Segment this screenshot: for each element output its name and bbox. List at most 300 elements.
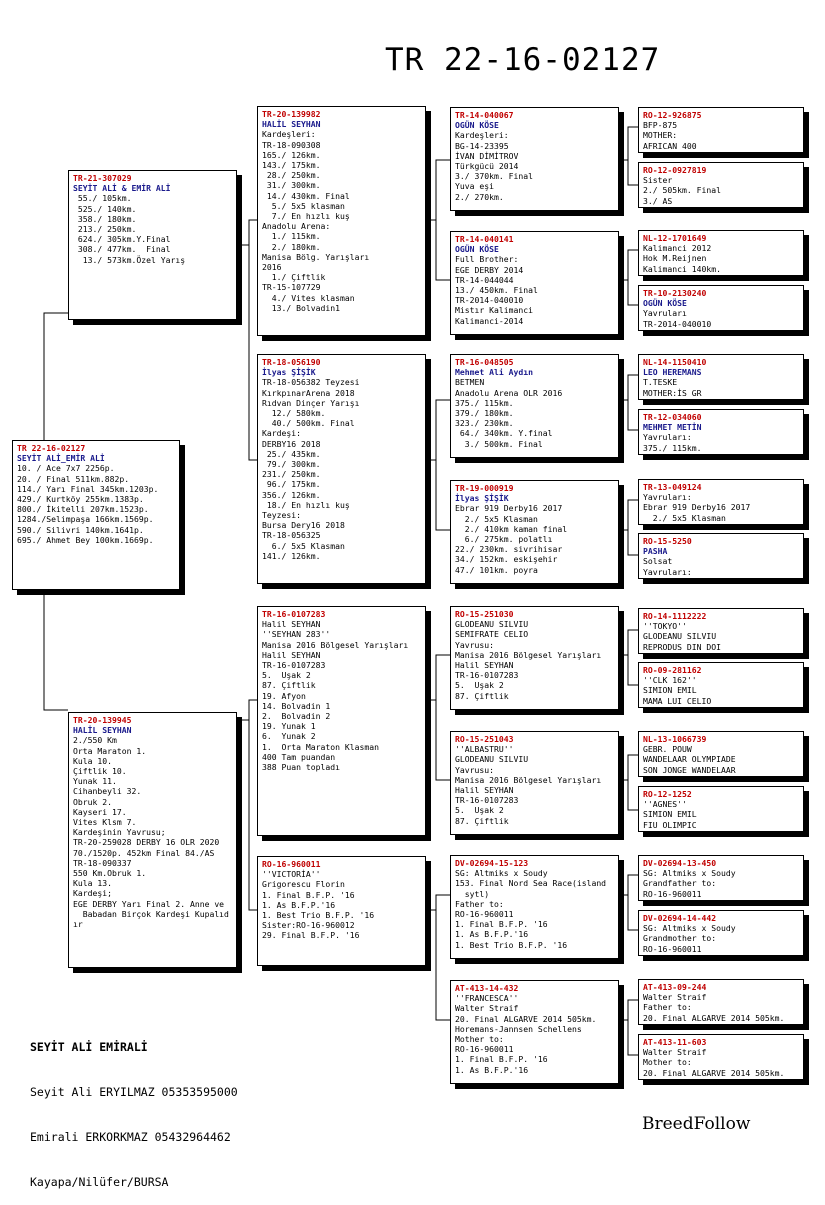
info-line: 388 Puan topladı — [262, 762, 340, 773]
info-line: GEBR. POUW — [643, 744, 692, 755]
ring-number: RO-16-960011 — [262, 859, 321, 869]
info-line: 1. Orta Maraton Klasman — [262, 741, 379, 752]
ring-number: RO-12-0927819 — [643, 165, 707, 175]
connector-g-13 — [619, 875, 638, 895]
info-line: 1. Best Trio B.F.P. '16 — [262, 910, 375, 921]
owner-contact-1: Seyit Ali ERYILMAZ 05353595000 — [30, 1085, 238, 1099]
ring-number: AT-413-14-432 — [455, 983, 519, 993]
ring-number: TR-10-2130240 — [643, 288, 707, 298]
info-line: 590./ Silivri 140km.1641p. — [17, 524, 144, 535]
info-line: GLODEANU SILVIU — [643, 631, 717, 642]
info-line: TR-16-0107283 — [455, 795, 519, 806]
breeder-name: İlyas ŞİŞİK — [262, 367, 316, 378]
info-line: 624./ 305km.Y.Final — [73, 234, 171, 245]
ring-number: TR-14-040141 — [455, 234, 514, 244]
info-line: 5. Uşak 2 — [455, 680, 504, 691]
info-line: 25./ 435km. — [262, 448, 321, 459]
ring-number: TR-16-048505 — [455, 357, 514, 367]
info-line: 1./ Çiftlik — [262, 272, 326, 283]
breeder-name: HALİL SEYHAN — [262, 119, 321, 130]
info-line: MAMA LUI CELIO — [643, 695, 712, 706]
info-line: Kardeşinin Yavrusu; — [73, 827, 166, 838]
info-line: GLODEANU SILVIU — [455, 619, 529, 630]
info-line: 18./ En hızlı kuş — [262, 499, 350, 510]
info-line: 29. Final B.F.P. '16 — [262, 930, 360, 941]
info-line: Vites Klsm 7. — [73, 817, 137, 828]
info-line: 2./ 410km kaman final — [455, 523, 568, 534]
info-line: BETMEN — [455, 377, 485, 388]
info-line: 3./ 370km. Final — [455, 171, 533, 182]
breeder-name: HALİL SEYHAN — [73, 725, 132, 736]
info-line: 12./ 580km. — [262, 408, 326, 419]
info-line: 356./ 126km. — [262, 489, 321, 500]
info-line: 6. Yunak 2 — [262, 731, 316, 742]
pedigree-box-subject — [12, 440, 180, 590]
info-line: FIU OLIMPIC — [643, 819, 697, 830]
connector-dam-ds — [237, 700, 257, 720]
info-line: TR-15-107729 — [262, 282, 321, 293]
breeder-name: İlyas ŞİŞİK — [455, 493, 509, 504]
connector-ss — [426, 160, 450, 220]
info-line: 13./ 450km. Final — [455, 285, 538, 296]
pedigree-box-ggp-6 — [450, 731, 619, 835]
info-line: 70./1520p. 452km Final 84./AS — [73, 847, 215, 858]
pedigree-box-sire — [68, 170, 237, 320]
ring-number: RO-12-1252 — [643, 789, 692, 799]
info-line: Solsat — [643, 556, 673, 567]
info-line: Kula 10. — [73, 755, 112, 766]
ring-number: DV-02694-14-442 — [643, 913, 717, 923]
info-line: TR-20-259028 DERBY 16 OLR 2020 — [73, 837, 220, 848]
info-line: Kalimanci-2014 — [455, 315, 524, 326]
info-line: TR-18-090337 — [73, 857, 132, 868]
info-line: 20. Final ALGARVE 2014 505km. — [455, 1013, 597, 1024]
connector-dd-b — [436, 910, 450, 1020]
info-line: BFP-875 — [643, 120, 678, 131]
info-line: Walter Straif — [643, 1047, 707, 1058]
info-line: Father to: — [643, 1002, 692, 1013]
info-line: T.TESKE — [643, 377, 678, 388]
connector-dd — [426, 895, 450, 910]
info-line: MOTHER:İS GR — [643, 387, 702, 398]
info-line: 13./ Bolvadin1 — [262, 302, 340, 313]
info-line: 20. / Final 511km.882p. — [17, 473, 130, 484]
info-line: Halil SEYHAN — [262, 649, 321, 660]
info-line: Walter Straif — [643, 992, 707, 1003]
info-line: Yavruları: — [643, 492, 692, 503]
connector-g-16 — [628, 1020, 638, 1055]
connector-ss-b — [436, 220, 450, 280]
ring-number: TR-20-139982 — [262, 109, 321, 119]
connector-g-8 — [628, 530, 638, 555]
breeder-name: MEHMET METİN — [643, 422, 702, 433]
info-line: Ebrar 919 Derby16 2017 — [643, 502, 751, 513]
connector-g-11 — [619, 755, 638, 780]
pedigree-box-gen4-3 — [638, 230, 804, 276]
info-line: 800./ İkitelli 207km.1523p. — [17, 504, 149, 515]
info-line: Kardeşi; — [73, 888, 112, 899]
pedigree-box-gen4-15 — [638, 979, 804, 1025]
ring-number: TR-19-000919 — [455, 483, 514, 493]
info-line: Hok M.Reijnen — [643, 253, 707, 264]
info-line: 400 Tam puandan — [262, 751, 336, 762]
brand-logo-text: BreedFollow — [642, 1114, 751, 1134]
info-line: 6./ 5x5 Klasman — [262, 540, 345, 551]
info-line: KırkpınarArena 2018 — [262, 387, 355, 398]
owner-title: SEYİT ALİ EMİRALİ — [30, 1040, 148, 1054]
info-line: 87. Çiftlik — [455, 815, 509, 826]
info-line: Kayseri 17. — [73, 806, 127, 817]
ring-number: RO-14-1112222 — [643, 611, 707, 621]
info-line: 55./ 105km. — [73, 193, 132, 204]
ring-number: TR-13-049124 — [643, 482, 702, 492]
pedigree-box-gen4-16 — [638, 1034, 804, 1080]
pedigree-box-gen4-11 — [638, 731, 804, 777]
info-line: 1. Final B.F.P. '16 — [262, 889, 355, 900]
pedigree-box-gen4-7 — [638, 479, 804, 525]
info-line: 2./ 505km. Final — [643, 185, 721, 196]
info-line: TR-18-056325 — [262, 530, 321, 541]
info-line: Kardeşi: — [262, 428, 301, 439]
ring-number: RO-15-251030 — [455, 609, 514, 619]
info-line: Yavruları: — [643, 566, 692, 577]
info-line: TR-2014-040010 — [643, 318, 712, 329]
info-line: 525./ 140km. — [73, 203, 137, 214]
info-line: 1. Best Trio B.F.P. '16 — [455, 939, 568, 950]
ring-number: NL-14-1150410 — [643, 357, 707, 367]
info-line: 1. As B.F.P.'16 — [262, 899, 336, 910]
info-line: 1./ 115km. — [262, 231, 321, 242]
info-line: Kula 13. — [73, 878, 112, 889]
connector-g-3 — [619, 250, 638, 280]
connector-g-10 — [628, 655, 638, 685]
pedigree-box-dam — [68, 712, 237, 968]
info-line: Yuva eşi — [455, 181, 494, 192]
info-line: 14./ 430km. Final — [262, 190, 350, 201]
ring-number: DV-02694-13-450 — [643, 858, 717, 868]
info-line: REPRODUS DIN DOI — [643, 641, 721, 652]
info-line: 141./ 126km. — [262, 550, 321, 561]
info-line: 323./ 230km. — [455, 418, 514, 429]
info-line: Walter Straif — [455, 1003, 519, 1014]
owner-info — [30, 1010, 238, 1205]
connector-sire-sd — [249, 245, 257, 460]
info-line: Mother to: — [455, 1034, 504, 1045]
ring-number: RO-15-5250 — [643, 536, 692, 546]
info-line: ''CLK 162'' — [643, 675, 697, 686]
info-line: Orta Maraton 1. — [73, 745, 147, 756]
info-line: WANDELAAR OLYMPIADE — [643, 754, 736, 765]
connector-g-12 — [628, 780, 638, 810]
info-line: Manisa 2016 Bölgesel Yarışları — [262, 639, 409, 650]
info-line: 2./ 5x5 Klasman — [643, 512, 726, 523]
pedigree-box-dam-sire — [257, 606, 426, 836]
info-line: DERBY16 2018 — [262, 438, 321, 449]
info-line: Manisa 2016 Bölgesel Yarışları — [455, 649, 602, 660]
info-line: 550 Km.Obruk 1. — [73, 868, 147, 879]
info-line: 1. As B.F.P.'16 — [455, 1064, 529, 1075]
info-line: 2./ 5x5 Klasman — [455, 513, 538, 524]
info-line: 153. Final Nord Sea Race(island — [455, 878, 607, 889]
info-line: 143./ 175km. — [262, 160, 321, 171]
breeder-name: PASHA — [643, 546, 668, 557]
breeder-name: OGÜN KÖSE — [455, 244, 499, 255]
ring-number: DV-02694-15-123 — [455, 858, 529, 868]
connector-g-1 — [619, 127, 638, 160]
info-line: 308./ 477km. Final — [73, 244, 171, 255]
info-line: ''TOKYO'' — [643, 621, 687, 632]
pedigree-box-gen4-14 — [638, 910, 804, 956]
info-line: ''FRANCESCA'' — [455, 993, 519, 1004]
info-line: 1. Final B.F.P. '16 — [455, 919, 548, 930]
info-line: EGE DERBY Yarı Final 2. Anne ve — [73, 898, 225, 909]
info-line: TR-16-0107283 — [455, 670, 519, 681]
info-line: 5./ 5x5 klasman — [262, 200, 345, 211]
info-line: RO-16-960011 — [643, 888, 702, 899]
info-line: Babadan Birçok Kardeşi Kupalıd — [73, 908, 229, 919]
info-line: 87. Çiftlik — [262, 680, 316, 691]
info-line: TR-18-056382 Teyzesi — [262, 377, 360, 388]
info-line: 34./ 152km. eskişehir — [455, 554, 558, 565]
breeder-name: LEO HEREMANS — [643, 367, 702, 378]
info-line: 429./ Kurtköy 255km.1383p. — [17, 494, 144, 505]
connector-sd-b — [436, 460, 450, 530]
info-line: SG: Altmiks x Soudy — [455, 868, 548, 879]
info-line: Kalimanci 2012 — [643, 243, 712, 254]
pedigree-box-ggp-1 — [450, 107, 619, 211]
info-line: TR-14-044044 — [455, 274, 514, 285]
info-line: 375./ 115km. — [643, 442, 702, 453]
pedigree-box-gen4-4 — [638, 285, 804, 331]
pedigree-box-gen4-5 — [638, 354, 804, 400]
info-line: 13./ 573km.Özel Yarış — [73, 254, 186, 265]
info-line: 5. Uşak 2 — [262, 670, 311, 681]
pedigree-box-ggp-5 — [450, 606, 619, 710]
pedigree-box-gen4-13 — [638, 855, 804, 901]
info-line: 2016 — [262, 262, 282, 273]
info-line: 379./ 180km. — [455, 408, 514, 419]
connector-sd — [426, 400, 450, 460]
info-line: 47./ 101km. poyra — [455, 564, 538, 575]
info-line: RO-16-960011 — [455, 909, 514, 920]
ring-number: TR-20-139945 — [73, 715, 132, 725]
pedigree-box-gen4-8 — [638, 533, 804, 579]
pedigree-title: TR 22-16-02127 — [385, 42, 661, 78]
info-line: SON JONGE WANDELAAR — [643, 764, 736, 775]
info-line: Yavruları: — [643, 432, 692, 443]
breeder-name: OGÜN KÖSE — [455, 120, 499, 131]
info-line: Grandfather to: — [643, 878, 717, 889]
info-line: 20. Final ALGARVE 2014 505km. — [643, 1012, 785, 1023]
ring-number: RO-12-926875 — [643, 110, 702, 120]
pedigree-box-ggp-4 — [450, 480, 619, 584]
ring-number: RO-15-251043 — [455, 734, 514, 744]
info-line: 64./ 340km. Y.final — [455, 428, 553, 439]
info-line: TR-16-0107283 — [262, 660, 326, 671]
info-line: Teyzesi: — [262, 510, 301, 521]
info-line: 375./ 115km. — [455, 397, 514, 408]
info-line: 695./ Ahmet Bey 100km.1669p. — [17, 534, 154, 545]
info-line: Kardeşleri: — [455, 130, 509, 141]
info-line: Halil SEYHAN — [455, 660, 514, 671]
info-line: 28./ 250km. — [262, 170, 321, 181]
info-line: ''ALBASTRU'' — [455, 744, 514, 755]
info-line: ''SEYHAN 283'' — [262, 629, 331, 640]
info-line: RO-16-960011 — [455, 1044, 514, 1055]
ring-number: AT-413-09-244 — [643, 982, 707, 992]
info-line: Manisa 2016 Bölgesel Yarışları — [455, 774, 602, 785]
info-line: Yavrusu: — [455, 764, 494, 775]
info-line: GLODEANU SILVIU — [455, 754, 529, 765]
info-line: 79./ 300km. — [262, 459, 321, 470]
pedigree-box-ggp-3 — [450, 354, 619, 458]
info-line: İVAN DİMİTROV — [455, 150, 519, 161]
connector-dam-dd — [249, 720, 257, 910]
info-line: Halil SEYHAN — [262, 619, 321, 630]
connector-g-14 — [628, 895, 638, 930]
info-line: Mother to: — [643, 1057, 692, 1068]
info-line: 31./ 300km. — [262, 180, 321, 191]
connector-ds — [426, 655, 450, 700]
info-line: 358./ 180km. — [73, 213, 137, 224]
info-line: 114./ Yarı Final 345km.1203p. — [17, 483, 159, 494]
info-line: 7./ En hızlı kuş — [262, 211, 350, 222]
info-line: Yavruları — [643, 308, 687, 319]
ring-number: TR-16-0107283 — [262, 609, 326, 619]
info-line: SIMION EMIL — [643, 685, 697, 696]
info-line: sytl) — [455, 888, 490, 899]
info-line: Halil SEYHAN — [455, 785, 514, 796]
info-line: Türkgücü 2014 — [455, 161, 519, 172]
connector-g-15 — [619, 1000, 638, 1020]
ring-number: TR-12-034060 — [643, 412, 702, 422]
connector-ds-b — [436, 700, 450, 780]
pedigree-box-gen4-12 — [638, 786, 804, 832]
info-line: Ebrar 919 Derby16 2017 — [455, 503, 563, 514]
info-line: Manisa Bölg. Yarışları — [262, 251, 370, 262]
info-line: 22./ 230km. sivrihisar — [455, 544, 563, 555]
ring-number: TR-21-307029 — [73, 173, 132, 183]
info-line: 96./ 175km. — [262, 479, 321, 490]
info-line: Cihanbeyli 32. — [73, 786, 142, 797]
pedigree-box-sire-dam — [257, 354, 426, 584]
info-line: 20. Final ALGARVE 2014 505km. — [643, 1067, 785, 1078]
ring-number: TR 22-16-02127 — [17, 443, 86, 453]
info-line: Yunak 11. — [73, 776, 117, 787]
ring-number: AT-413-11-603 — [643, 1037, 707, 1047]
info-line: Kalimanci 140km. — [643, 263, 721, 274]
info-line: Çiftlik 10. — [73, 766, 127, 777]
info-line: SG: Altmiks x Soudy — [643, 923, 736, 934]
info-line: 2./ 270km. — [455, 191, 504, 202]
ring-number: NL-13-1066739 — [643, 734, 707, 744]
info-line: 40./ 500km. Final — [262, 418, 355, 429]
info-line: Yavrusu: — [455, 639, 494, 650]
breeder-name: OGÜN KÖSE — [643, 298, 687, 309]
connector-subject-dam — [44, 590, 68, 710]
connector-sire-ss — [237, 220, 257, 245]
connector-g-2 — [628, 160, 638, 185]
ring-number: TR-18-056190 — [262, 357, 321, 367]
info-line: BG-14-23395 — [455, 140, 509, 151]
ring-number: NL-12-1701649 — [643, 233, 707, 243]
info-line: 2. Bolvadin 2 — [262, 711, 331, 722]
info-line: 1. As B.F.P.'16 — [455, 929, 529, 940]
info-line: 3./ AS — [643, 195, 673, 206]
info-line: Horemans-Jannsen Schellens — [455, 1023, 582, 1034]
ring-number: TR-14-040067 — [455, 110, 514, 120]
info-line: SG: Altmiks x Soudy — [643, 868, 736, 879]
info-line: 19. Afyon — [262, 690, 306, 701]
info-line: Grandmother to: — [643, 933, 717, 944]
owner-address: Kayapa/Nilüfer/BURSA — [30, 1175, 169, 1189]
info-line: Rıdvan Dinçer Yarışı — [262, 397, 360, 408]
info-line: 213./ 250km. — [73, 224, 137, 235]
pedigree-box-dam-dam — [257, 856, 426, 966]
info-line: 231./ 250km. — [262, 469, 321, 480]
info-line: SIMION EMIL — [643, 809, 697, 820]
info-line: TR-2014-040010 — [455, 295, 524, 306]
info-line: ''AGNES'' — [643, 799, 687, 810]
info-line: 2./ 180km. — [262, 241, 321, 252]
info-line: Anadolu Arena: — [262, 221, 331, 232]
info-line: 87. Çiftlik — [455, 690, 509, 701]
pedigree-box-gen4-9 — [638, 608, 804, 654]
info-line: MOTHER: — [643, 130, 678, 141]
pedigree-box-ggp-2 — [450, 231, 619, 335]
info-line: 165./ 126km. — [262, 149, 321, 160]
pedigree-box-gen4-2 — [638, 162, 804, 208]
info-line: ır — [73, 919, 83, 930]
pedigree-box-gen4-6 — [638, 409, 804, 455]
owner-contact-2: Emirali ERKORKMAZ 05432964462 — [30, 1130, 231, 1144]
info-line: Bursa Dery16 2018 — [262, 520, 345, 531]
pedigree-box-gen4-1 — [638, 107, 804, 153]
info-line: TR-18-090308 — [262, 139, 321, 150]
info-line: 6./ 275km. polatlı — [455, 534, 553, 545]
info-line: 10. / Ace 7x7 2256p. — [17, 463, 115, 474]
connector-g-4 — [628, 280, 638, 305]
info-line: 14. Bolvadin 1 — [262, 700, 331, 711]
info-line: Sister:RO-16-960012 — [262, 920, 355, 931]
connector-g-7 — [619, 500, 638, 530]
info-line: 2./550 Km — [73, 735, 117, 746]
info-line: AFRICAN 400 — [643, 140, 697, 151]
info-line: Obruk 2. — [73, 796, 112, 807]
connector-g-5 — [619, 375, 638, 400]
breeder-name: SEYİT ALİ & EMİR ALİ — [73, 183, 171, 194]
info-line: Grigorescu Florin — [262, 879, 345, 890]
info-line: 4./ Vites klasman — [262, 292, 355, 303]
breeder-name: Mehmet Ali Aydın — [455, 367, 533, 378]
info-line: 19. Yunak 1 — [262, 721, 316, 732]
ring-number: RO-09-281162 — [643, 665, 702, 675]
info-line: 3./ 500km. Final — [455, 438, 543, 449]
info-line: Mistır Kalimanci — [455, 305, 533, 316]
info-line: Sister — [643, 175, 673, 186]
info-line: Kardeşleri: — [262, 129, 316, 140]
info-line: ''VICTORİA'' — [262, 869, 321, 880]
info-line: 1284./Selimpaşa 166km.1569p. — [17, 514, 154, 525]
info-line: RO-16-960011 — [643, 943, 702, 954]
pedigree-box-gen4-10 — [638, 662, 804, 708]
info-line: Anadolu Arena OLR 2016 — [455, 387, 563, 398]
connector-g-9 — [619, 630, 638, 655]
pedigree-box-ggp-8 — [450, 980, 619, 1084]
info-line: SEMIFRATE CELIO — [455, 629, 529, 640]
pedigree-box-ggp-7 — [450, 855, 619, 959]
info-line: Full Brother: — [455, 254, 519, 265]
